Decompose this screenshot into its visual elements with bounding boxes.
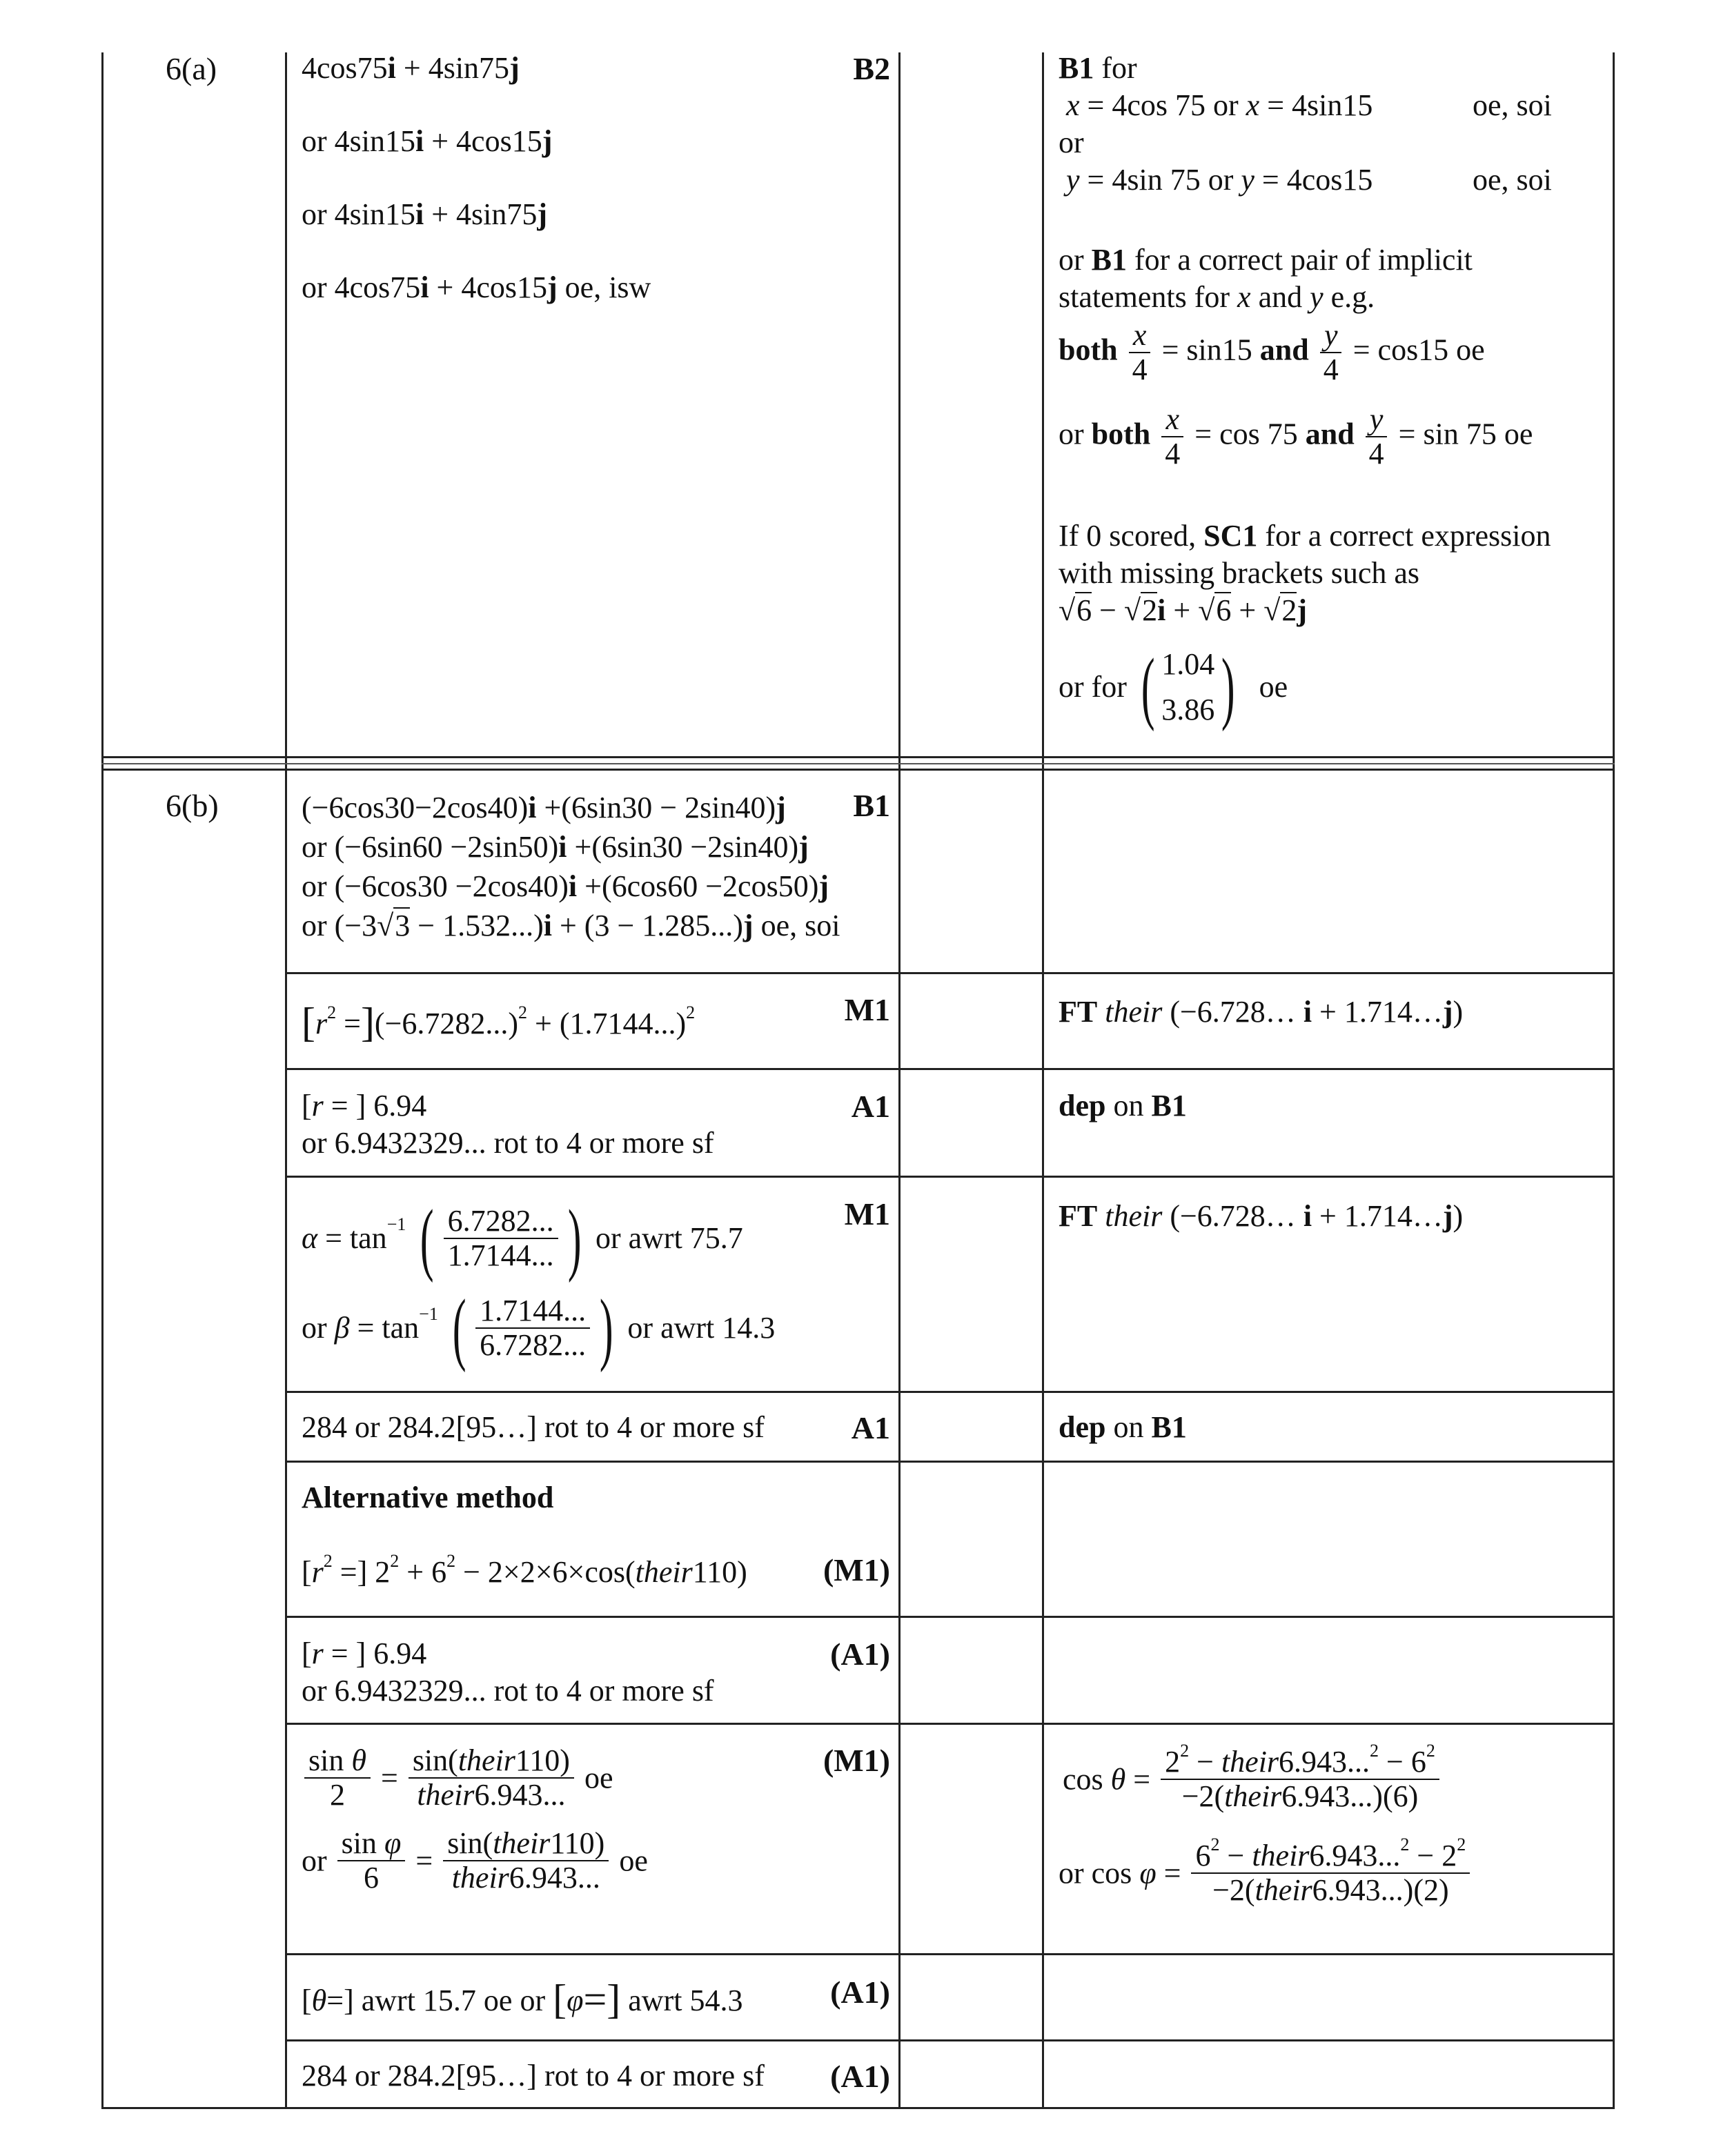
mark-6b-row7: (A1) (830, 1636, 890, 1672)
row-line-5 (285, 1461, 1615, 1463)
guidance-6a-sc1: If 0 scored, SC1 for a correct expression with missing brackets such as √6 − √2i + √6 + √2j (1059, 519, 1551, 627)
answer-6b-row3: [r = ] 6.94 or 6.9432329... rot to 4 or more sf (302, 1089, 714, 1160)
alternative-method-title: Alternative method (302, 1481, 554, 1514)
mark-6b-row3: A1 (851, 1089, 890, 1124)
row-line-6 (285, 1616, 1615, 1618)
mark-6b-row1: B1 (853, 788, 890, 823)
answer-6b-row4-beta: or $\beta = \tan^{-1}$ ( $\frac{1.7144...}{6.7282...}$ ) or awrt 14.3 (302, 1283, 776, 1373)
guidance-6a: B1 for x = 4cos 75 or x = 4sin15 oe, soi or y = 4sin 75 or y = 4cos15 oe, soi or B1 for a correct pair of implicit statements for x and y e.g. (1059, 51, 1552, 314)
section-break-mid (101, 763, 1615, 764)
answer-6b-row5: 284 or 284.2[95…] rot to 4 or more sf (302, 1410, 765, 1444)
section-break-bottom (101, 769, 1615, 771)
answer-6b-row2: $[r^2 =](-6.7282...)^2 + (1.7144...)^2$ (302, 1000, 696, 1045)
mark-6b-row5: A1 (851, 1410, 890, 1445)
answer-6b-row10: 284 or 284.2[95…] rot to 4 or more sf (302, 2059, 765, 2093)
mark-6b-row8: (M1) (823, 1743, 890, 1778)
col-divider-3 (1042, 52, 1044, 2107)
mark-6b-row10: (A1) (830, 2059, 890, 2094)
answer-6b-row8-phi: or $\frac{\text{sin φ}}{6}$ = $\frac{\text{sin(their110)}}{\text{their6.943...}}$ oe (302, 1826, 648, 1895)
mark-6b-row9: (A1) (830, 1975, 890, 2010)
row-line-3 (285, 1176, 1615, 1178)
question-label-6a: 6(a) (166, 51, 217, 86)
border-bottom (101, 2107, 1615, 2109)
answer-6a: 4cos75i + 4sin75j or 4sin15i + 4cos15j or 4sin15i + 4sin75j or 4cos75i + 4cos15j oe, isw (302, 51, 651, 304)
guidance-6b-row4: FT their (−6.728… i + 1.714…j) (1059, 1199, 1464, 1233)
answer-6b-row9: [θ=] awrt 15.7 oe or [φ=] awrt 54.3 (302, 1977, 743, 2022)
question-label-6b: 6(b) (166, 788, 219, 823)
row-line-8 (285, 1953, 1615, 1955)
guidance-6b-row8-cos-phi: or cos φ = $\frac{6^2 - their6.943...^2 - 2^2}{\text{−2(their6.943...)(2)}}$ (1059, 1839, 1473, 1908)
guidance-6b-row8-cos-theta: cos θ = $\frac{2^2 - their6.943...^2 - 6^2}{\text{−2(their6.943...)(6)}}$ (1063, 1745, 1442, 1814)
col-divider-1 (285, 52, 287, 2107)
answer-6b-row4-alpha: $\alpha = \tan^{-1}$ ( $\frac{6.7282...}{1.7144...}$ ) or awrt 75.7 (302, 1193, 743, 1283)
col-divider-2 (898, 52, 901, 2107)
row-line-1 (285, 972, 1615, 974)
row-line-2 (285, 1068, 1615, 1070)
guidance-6a-vector: or for ( 1.04 3.86 ) oe (1059, 642, 1288, 732)
border-left (101, 52, 104, 2107)
mark-6b-row6: (M1) (823, 1552, 890, 1588)
guidance-6b-row3: dep on B1 (1059, 1089, 1187, 1122)
guidance-6b-row2: FT their (−6.728… i + 1.714…j) (1059, 995, 1464, 1029)
guidance-6a-both-2: or both $\frac{x}{4}$ = cos 75 and $\frac{y}{4}$ = sin 75 oe (1059, 402, 1533, 471)
answer-6b-row1: (−6cos30−2cos40)i +(6sin30 − 2sin40)j or (−6sin60 −2sin50)i +(6sin30 −2sin40)j or (−6cos30 −2cos40)i +(6cos60 −2cos50)j or (−3√3 − 1.532...)i + (3 − 1.285...)j oe, soi (302, 791, 840, 942)
answer-6b-row8-theta: $\frac{\text{sin θ}}{2}$ = $\frac{\text{sin(their110)}}{\text{their6.943...}}$ oe (302, 1744, 613, 1812)
border-right (1613, 52, 1615, 2107)
answer-6b-row6: [$r^2$ =] $2^2 + 6^2$ − 2×2×6×cos(their110) (302, 1551, 747, 1589)
mark-6a: B2 (853, 51, 890, 86)
row-line-4 (285, 1391, 1615, 1393)
row-line-7 (285, 1723, 1615, 1725)
row-line-9 (285, 2039, 1615, 2041)
mark-6b-row2: M1 (844, 992, 890, 1027)
section-break-top (101, 756, 1615, 758)
mark-6b-row4: M1 (844, 1196, 890, 1232)
guidance-6b-row5: dep on B1 (1059, 1410, 1187, 1444)
guidance-6a-both-1: both $\frac{x}{4}$ = sin15 and $\frac{y}{4}$ = cos15 oe (1059, 318, 1485, 387)
answer-6b-row7: [r = ] 6.94 or 6.9432329... rot to 4 or more sf (302, 1636, 714, 1708)
